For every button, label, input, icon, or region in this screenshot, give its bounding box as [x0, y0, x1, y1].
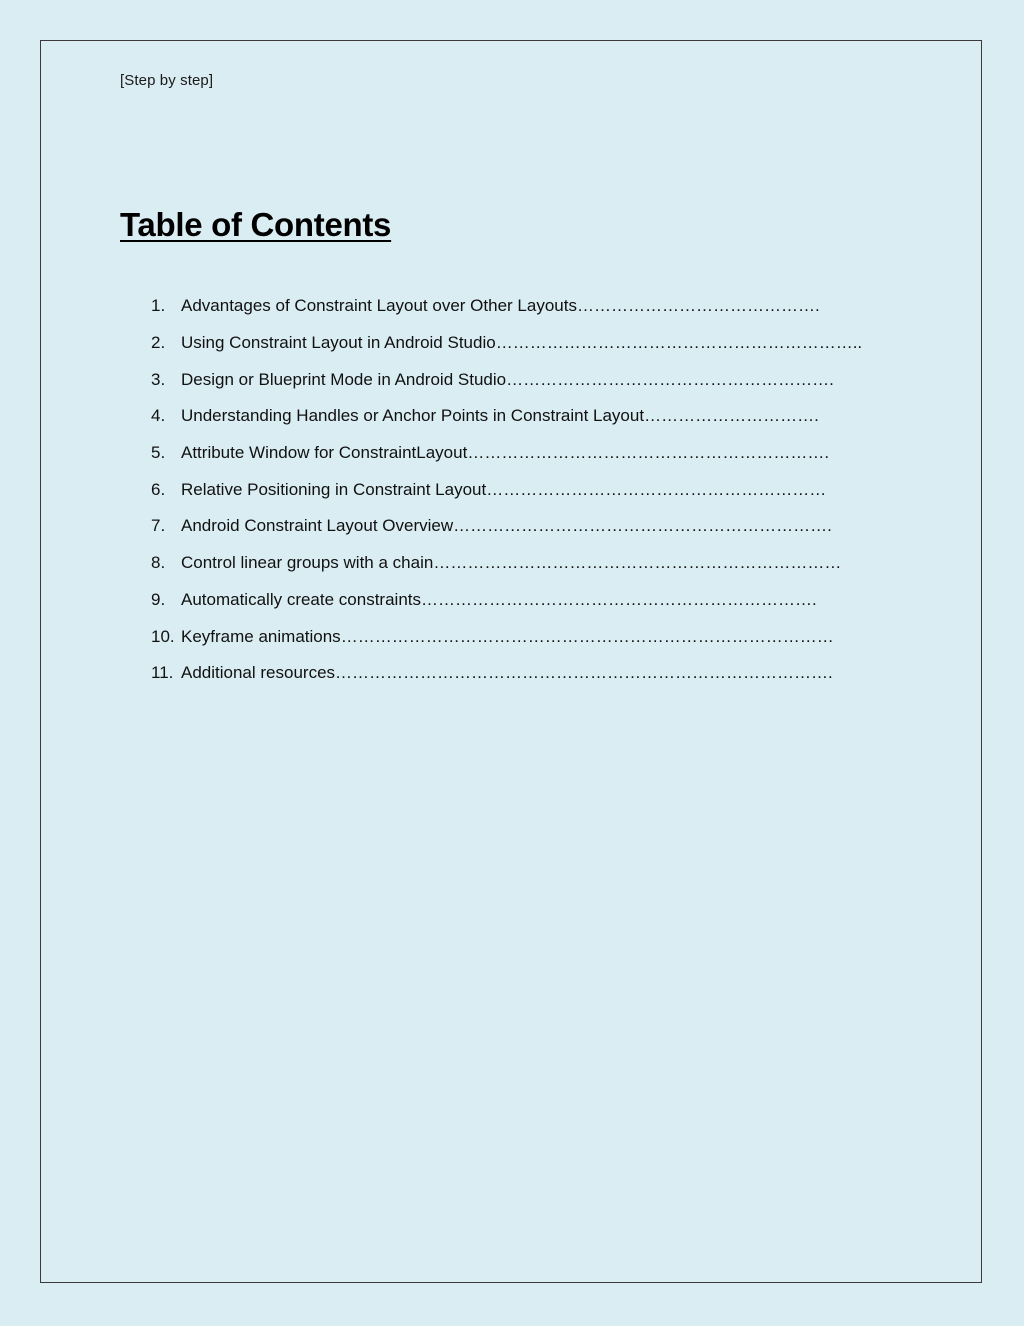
toc-entry-text: Relative Positioning in Constraint Layout	[181, 479, 487, 499]
toc-leader: ……………………………………………………………………………	[340, 626, 834, 646]
toc-entry-text: Automatically create constraints	[181, 589, 421, 609]
toc-leader: ………………………………………………………………	[433, 553, 842, 573]
toc-entry-text: Attribute Window for ConstraintLayout	[181, 443, 468, 463]
page-header: [Step by step]	[120, 72, 214, 89]
toc-item-11[interactable]	[151, 655, 871, 692]
toc-number: 7.	[151, 516, 166, 536]
toc-list	[151, 288, 871, 692]
toc-number: 4.	[151, 406, 166, 426]
toc-item-4[interactable]	[151, 398, 871, 435]
page-title: Table of Contents	[120, 206, 392, 243]
toc-item-6[interactable]	[151, 471, 871, 508]
toc-item-8[interactable]	[151, 545, 871, 582]
toc-entry-text: Understanding Handles or Anchor Points in Constraint Layout	[181, 406, 645, 426]
toc-entry-text: Keyframe animations	[181, 626, 341, 646]
toc-number: 10.	[151, 626, 175, 646]
toc-item-10[interactable]	[151, 618, 871, 655]
toc-item-3[interactable]	[151, 361, 871, 398]
toc-leader: ……………………………………………………	[486, 479, 827, 499]
toc-leader: ………………………………………………………….	[453, 516, 832, 536]
toc-entry-text: Advantages of Constraint Layout over Other Layouts	[181, 296, 577, 316]
toc-number: 3.	[151, 369, 166, 389]
toc-entry-text: Android Constraint Layout Overview	[181, 516, 454, 536]
toc-entry-text: Design or Blueprint Mode in Android Studio	[181, 369, 507, 389]
toc-entry-text: Control linear groups with a chain	[181, 553, 434, 573]
toc-number: 2.	[151, 333, 166, 353]
toc-leader: …………………………………….	[576, 296, 820, 316]
toc-number: 6.	[151, 479, 166, 499]
toc-item-7[interactable]	[151, 508, 871, 545]
toc-leader: ……………………………………………………….	[467, 443, 830, 463]
toc-leader: ………………………………………………….	[506, 369, 834, 389]
toc-leader: …………………………………………………………………………….	[335, 663, 833, 683]
toc-leader: …………………………………………………………….	[421, 589, 817, 609]
toc-leader: ………………………………………………………..	[495, 333, 863, 353]
toc-item-2[interactable]	[151, 325, 871, 362]
toc-number: 11.	[151, 663, 174, 683]
toc-number: 1.	[151, 296, 166, 316]
toc-entry-text: Additional resources	[181, 663, 336, 683]
toc-number: 5.	[151, 443, 166, 463]
toc-entry-text: Using Constraint Layout in Android Studio	[181, 333, 496, 353]
toc-number: 9.	[151, 589, 166, 609]
toc-leader: ………………………….	[644, 406, 819, 426]
toc-number: 8.	[151, 553, 166, 573]
toc-item-9[interactable]	[151, 582, 871, 619]
toc-item-5[interactable]	[151, 435, 871, 472]
toc-item-1[interactable]	[151, 288, 871, 325]
